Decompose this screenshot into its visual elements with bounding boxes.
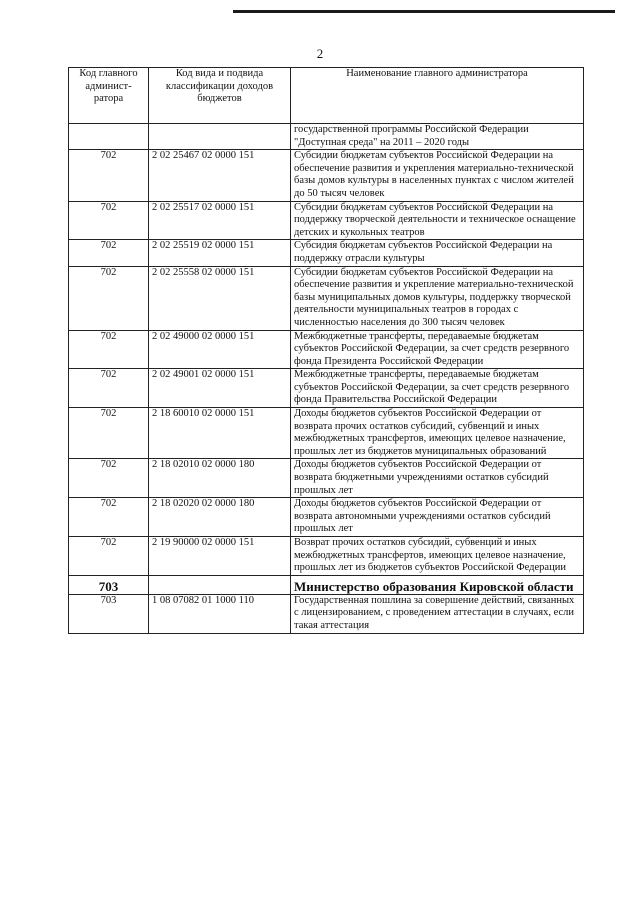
kbk-code-cell: 2 18 02020 02 0000 180	[149, 498, 291, 537]
table-row	[69, 575, 584, 594]
header-kbk-code: Код вида и подвида классификации доходов бюджетов	[149, 68, 291, 124]
admin-code-cell: 703	[69, 575, 149, 594]
page-number: 2	[316, 46, 324, 61]
admin-code-cell: 703	[69, 594, 149, 633]
table-row	[69, 266, 584, 330]
table-row	[69, 124, 584, 150]
top-rule	[233, 10, 615, 13]
admin-name-cell: Доходы бюджетов субъектов Российской Федерации от возврата автономными учреждениями остатков субсидий прошлых лет	[291, 498, 584, 537]
admin-name-cell: Субсидии бюджетам субъектов Российской Федерации на обеспечение развития и укрепления материально-технической базы домов культуры в населенных пунктах с числом жителей до 50 тысяч человек	[291, 150, 584, 201]
admin-code-cell: 702	[69, 150, 149, 201]
kbk-code-cell: 2 02 49000 02 0000 151	[149, 330, 291, 369]
table-row	[69, 594, 584, 633]
admin-name-cell: Доходы бюджетов субъектов Российской Федерации от возврата прочих остатков субсидий, субвенций и иных межбюджетных трансфертов, имеющих целевое назначение, прошлых лет из бюджетов муниципальных образований	[291, 408, 584, 459]
kbk-code-cell	[149, 575, 291, 594]
admin-code-cell: 702	[69, 369, 149, 408]
table-row	[69, 498, 584, 537]
kbk-code-cell: 1 08 07082 01 1000 110	[149, 594, 291, 633]
kbk-code-cell: 2 19 90000 02 0000 151	[149, 537, 291, 576]
admin-name-cell: Межбюджетные трансферты, передаваемые бюджетам субъектов Российской Федерации, за счет средств резервного фонда Правительства Российской Федерации	[291, 369, 584, 408]
admin-name-cell: Доходы бюджетов субъектов Российской Федерации от возврата бюджетными учреждениями остатков субсидий прошлых лет	[291, 459, 584, 498]
admin-code-cell: 702	[69, 266, 149, 330]
admin-code-cell: 702	[69, 408, 149, 459]
admin-name-cell: государственной программы Российской Федерации "Доступная среда" на 2011 – 2020 годы	[291, 124, 584, 150]
admin-code-cell: 702	[69, 537, 149, 576]
header-admin-code: Код главного админист-ратора	[69, 68, 149, 124]
kbk-code-cell: 2 02 25558 02 0000 151	[149, 266, 291, 330]
admin-name-cell: Государственная пошлина за совершение действий, связанных с лицензированием, с проведением аттестации в случаях, если такая аттестация	[291, 594, 584, 633]
admin-code-cell: 702	[69, 498, 149, 537]
table-row	[69, 240, 584, 266]
admin-name-cell: Возврат прочих остатков субсидий, субвенций и иных межбюджетных трансфертов, имеющих целевое назначение, прошлых лет из бюджетов субъектов Российской Федерации	[291, 537, 584, 576]
kbk-code-cell: 2 02 25519 02 0000 151	[149, 240, 291, 266]
kbk-code-cell: 2 02 25517 02 0000 151	[149, 201, 291, 240]
table-row	[69, 369, 584, 408]
table-row	[69, 150, 584, 201]
kbk-code-cell: 2 02 25467 02 0000 151	[149, 150, 291, 201]
kbk-code-cell: 2 02 49001 02 0000 151	[149, 369, 291, 408]
admin-code-cell: 702	[69, 330, 149, 369]
table-row	[69, 537, 584, 576]
admin-name-cell: Министерство образования Кировской области	[291, 575, 584, 594]
kbk-code-cell	[149, 124, 291, 150]
table-row	[69, 459, 584, 498]
admin-name-cell: Субсидии бюджетам субъектов Российской Федерации на обеспечение развития и укрепление материально-технической базы муниципальных домов культуры, поддержку творческой деятельности муниципальных театров в городах с численностью населения до 300 тысяч человек	[291, 266, 584, 330]
admin-name-cell: Межбюджетные трансферты, передаваемые бюджетам субъектов Российской Федерации, за счет средств резервного фонда Президента Российской Федерации	[291, 330, 584, 369]
table-row	[69, 408, 584, 459]
kbk-code-cell: 2 18 60010 02 0000 151	[149, 408, 291, 459]
table-row	[69, 330, 584, 369]
revenue-classification-table	[68, 67, 584, 634]
admin-code-cell: 702	[69, 459, 149, 498]
admin-code-cell	[69, 124, 149, 150]
admin-name-cell: Субсидии бюджетам субъектов Российской Федерации на поддержку творческой деятельности и техническое оснащение детских и кукольных театров	[291, 201, 584, 240]
table-body	[69, 124, 584, 634]
header-admin-name: Наименование главного администратора	[291, 68, 584, 124]
kbk-code-cell: 2 18 02010 02 0000 180	[149, 459, 291, 498]
admin-code-cell: 702	[69, 201, 149, 240]
admin-name-cell: Субсидия бюджетам субъектов Российской Федерации на поддержку отрасли культуры	[291, 240, 584, 266]
table-header-row	[69, 68, 584, 124]
admin-code-cell: 702	[69, 240, 149, 266]
table-row	[69, 201, 584, 240]
